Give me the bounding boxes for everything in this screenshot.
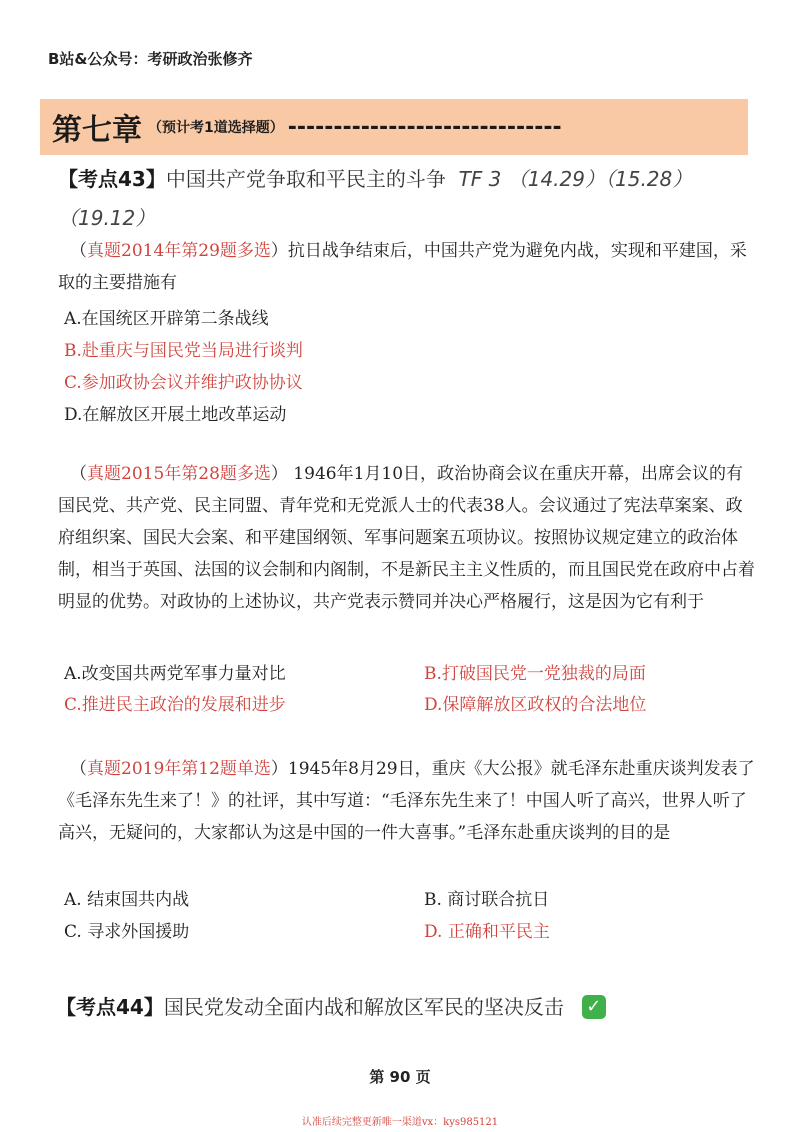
question-2-option-a: A.改变国共两党军事力量对比 [64, 664, 286, 684]
question-2-source: 真题2015年第28题多选 [87, 464, 271, 484]
chapter-title: 第七章 [52, 113, 142, 148]
chapter-banner [40, 99, 748, 155]
question-3-option-a: A. 结束国共内战 [64, 890, 190, 910]
question-1-option-b: B.赴重庆与国民党当局进行谈判 [64, 341, 303, 361]
question-2-option-c: C.推进民主政治的发展和进步 [64, 695, 286, 715]
question-2-text: ） 1946年1月10日，政治协商会议在重庆开幕，出席会议的有国民党、共产党、民主同盟、青年党和无党派人士的代表38人。会议通过了宪法草案案、政府组织案、国民大会案、和平建国纲领、军事问题案五项协议。按照协议规定建立的政治体制，相当于英国、法国的议会制和内阁制，不是新民主主义性质的，而且国民党在政府中占着明显的优势。对政协的上述协议，共产党表示赞同并决心严格履行，这是因为它有利于 [58, 464, 755, 612]
kaodian-43-stats: （14.29）（15.28） [507, 167, 693, 191]
question-1-option-d: D.在解放区开展土地改革运动 [64, 405, 287, 425]
kaodian-44-tag: 【考点44】 [56, 995, 164, 1019]
question-1-source: 真题2014年第29题多选 [87, 241, 271, 261]
kaodian-44-heading [56, 991, 606, 1021]
check-mark-icon: ✓ [582, 995, 606, 1019]
question-2-option-b: B.打破国民党一党独裁的局面 [424, 664, 646, 684]
question-3-option-d: D. 正确和平民主 [424, 922, 550, 942]
question-1-option-c: C.参加政协会议并维护政协协议 [64, 373, 303, 393]
question-2-stem: （真题2015年第28题多选） 1946年1月10日，政治协商会议在重庆开幕，出席会议的有国民党、共产党、民主同盟、青年党和无党派人士的代表38人。会议通过了宪法草案案、政府组织案、国民大会案、和平建国纲领、军事问题案五项协议。按照协议规定建立的政治体制，相当于英国、法国的议会制和内阁制，不是新民主主义性质的，而且国民党在政府中占着明显的优势。对政协的上述协议，共产党表示赞同并决心严格履行，这是因为它有利于 [58, 464, 755, 612]
kaodian-43-tf: TF 3 [458, 167, 502, 191]
kaodian-43-stats-2: （19.12） [58, 206, 156, 230]
kaodian-43-heading [58, 163, 692, 192]
page-header: B站&公众号：考研政治张修齐 [48, 50, 253, 68]
question-2-option-d: D.保障解放区政权的合法地位 [424, 695, 647, 715]
question-1-option-a: A.在国统区开辟第二条战线 [64, 309, 269, 329]
question-3-stem: （真题2019年第12题单选）1945年8月29日，重庆《大公报》就毛泽东赴重庆谈判发表了《毛泽东先生来了！》的社评，其中写道：“毛泽东先生来了！中国人听了高兴，世界人听了高兴，无疑问的，大家都认为这是中国的一件大喜事。”毛泽东赴重庆谈判的目的是 [58, 759, 755, 843]
chapter-note: （预计考1道选择题） [148, 120, 284, 136]
kaodian-43-title: 中国共产党争取和平民主的斗争 [165, 167, 446, 191]
footer-watermark: 认准后续完整更新唯一渠道vx：kys985121 [301, 1117, 499, 1128]
question-3-source: 真题2019年第12题单选 [87, 759, 271, 779]
question-1-stem: （真题2014年第29题多选）抗日战争结束后，中国共产党为避免内战，实现和平建国，采取的主要措施有 [58, 241, 747, 293]
question-3-option-b: B. 商讨联合抗日 [424, 890, 550, 910]
kaodian-44-title: 国民党发动全面内战和解放区军民的坚决反击 [163, 995, 564, 1019]
question-1-text: ）抗日战争结束后，中国共产党为避免内战，实现和平建国，采取的主要措施有 [58, 241, 747, 293]
chapter-dashes: ------------------------------ [287, 114, 562, 140]
page-number: 第 90 页 [369, 1068, 431, 1086]
kaodian-43-tag: 【考点43】 [58, 167, 166, 191]
kaodian-43-stats-line2 [58, 202, 155, 231]
question-3-option-c: C. 寻求外国援助 [64, 922, 190, 942]
question-3-text: ）1945年8月29日，重庆《大公报》就毛泽东赴重庆谈判发表了《毛泽东先生来了！》的社评，其中写道：“毛泽东先生来了！中国人听了高兴，世界人听了高兴，无疑问的，大家都认为这是中国的一件大喜事。”毛泽东赴重庆谈判的目的是 [58, 759, 755, 843]
